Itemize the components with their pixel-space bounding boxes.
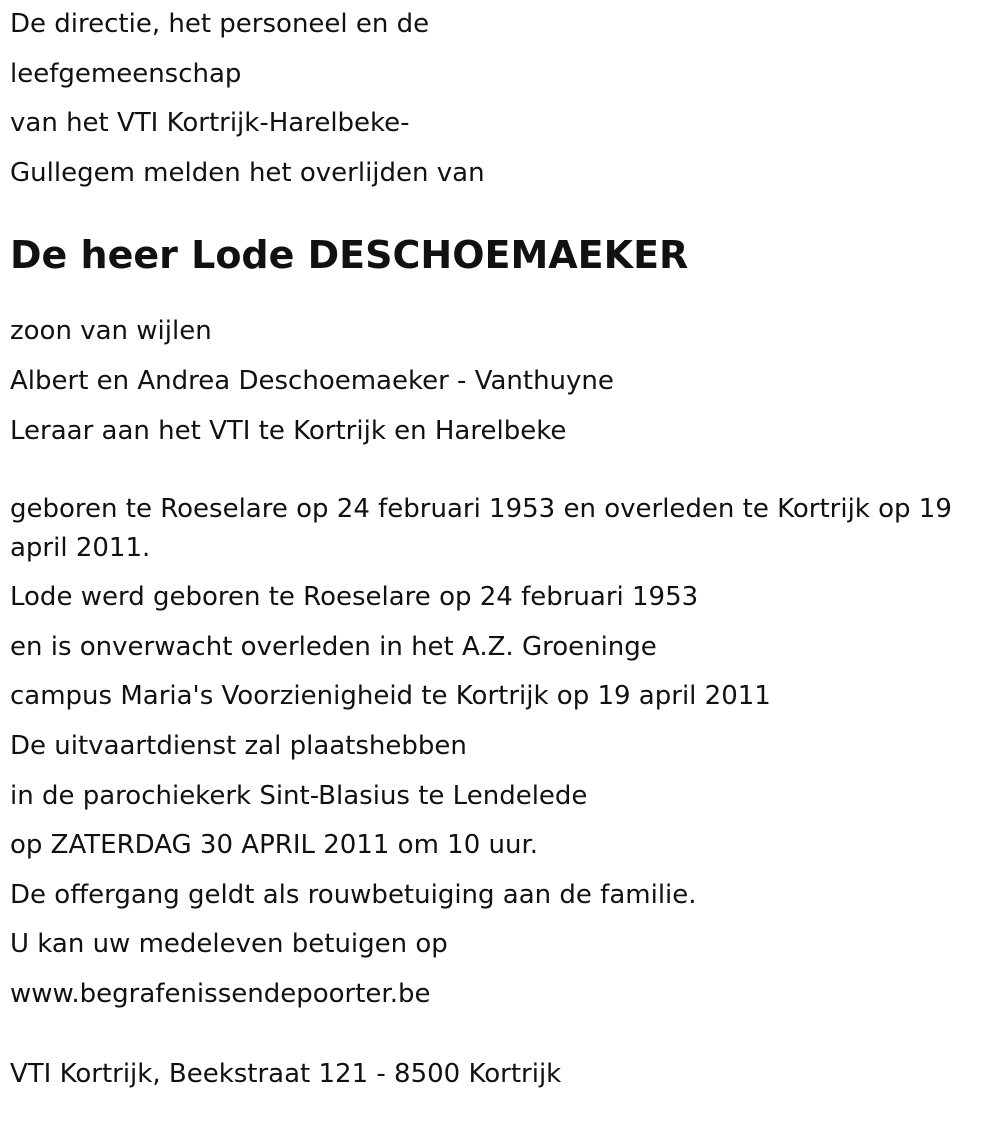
detail-line: campus Maria's Voorzienigheid te Kortrijk op 19 april 2011: [10, 681, 771, 712]
family-line: Leraar aan het VTI te Kortrijk en Harelbeke: [10, 415, 567, 446]
detail-line: De uitvaartdienst zal plaatshebben: [10, 730, 467, 761]
detail-line: De offergang geldt als rouwbetuiging aan de familie.: [10, 879, 697, 910]
deceased-name-heading: De heer Lode DESCHOEMAEKER: [10, 233, 689, 278]
condolence-website-link[interactable]: www.begrafenissendepoorter.be: [10, 978, 431, 1009]
website-line: [10, 970, 985, 1020]
birth-death-summary: geboren te Roeselare op 24 februari 1953 en overleden te Kortrijk op 19 april 2011.: [10, 494, 952, 564]
intro-line: van het VTI Kortrijk-Harelbeke-: [10, 108, 410, 139]
detail-line: U kan uw medeleven betuigen op: [10, 929, 448, 960]
address-block: [10, 1050, 985, 1100]
detail-line: en is onverwacht overleden in het A.Z. Groeninge: [10, 631, 657, 662]
detail-line: in de parochiekerk Sint-Blasius te Lendelede: [10, 780, 588, 811]
intro-line: Gullegem melden het overlijden van: [10, 157, 485, 188]
intro-line: De directie, het personeel en de: [10, 9, 430, 39]
family-block: [10, 307, 985, 456]
obituary-document: [10, 0, 985, 1099]
details-block: [10, 490, 985, 1019]
intro-line: leefgemeenschap: [10, 58, 242, 89]
detail-line: Lode werd geboren te Roeselare op 24 februari 1953: [10, 582, 699, 613]
intro-block: [10, 0, 985, 198]
family-line: zoon van wijlen: [10, 316, 212, 347]
school-address: VTI Kortrijk, Beekstraat 121 - 8500 Kortrijk: [10, 1058, 562, 1089]
detail-line: op ZATERDAG 30 APRIL 2011 om 10 uur.: [10, 830, 539, 861]
family-line: Albert en Andrea Deschoemaeker - Vanthuyne: [10, 365, 614, 396]
